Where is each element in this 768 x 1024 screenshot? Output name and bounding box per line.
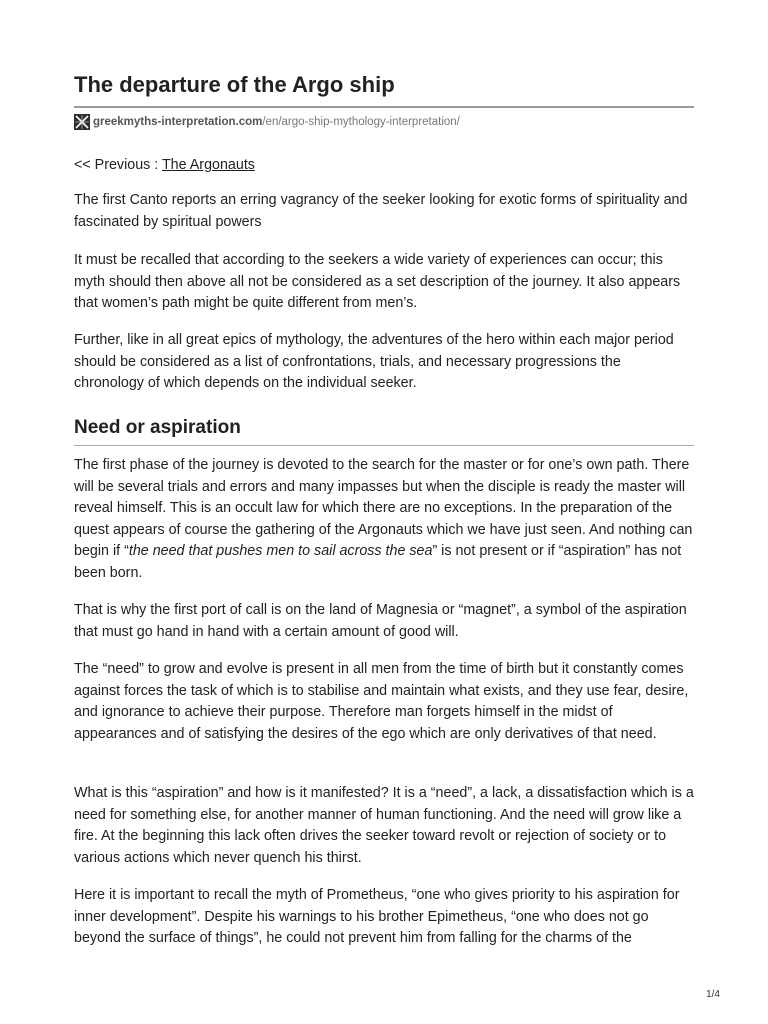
paragraph-text: Further, like in all great epics of mythology, the adventures of the hero within each major period should be considered as a list of confrontations, trials, and necessary progressions the chronology of which depends on the individual seeker. — [74, 332, 674, 391]
source-path[interactable]: /en/argo-ship-mythology-interpretation/ — [262, 116, 460, 128]
paragraph-text: The first Canto reports an erring vagrancy of the seeker looking for exotic forms of spirituality and fascinated by spiritual powers — [74, 192, 688, 230]
quoted-phrase: the need that pushes men to sail across the sea — [128, 543, 433, 559]
section-paragraph-4 — [74, 783, 694, 869]
paragraph-text-end: ” is not present or if “aspiration” has not been born. — [74, 543, 682, 581]
intro-paragraph-1 — [74, 190, 694, 233]
page-number: 1/4 — [706, 989, 720, 1000]
previous-prefix: << Previous : — [74, 157, 162, 173]
section-paragraph-2 — [74, 600, 694, 643]
paragraph-text: That is why the first port of call is on the land of Magnesia or “magnet”, a symbol of the aspiration that must go hand in hand with a certain amount of good will. — [74, 602, 687, 640]
section-heading: Need or aspiration — [74, 415, 694, 446]
page-title: The departure of the Argo ship — [74, 70, 694, 108]
intro-paragraph-2 — [74, 250, 694, 315]
site-favicon-icon — [74, 114, 90, 130]
paragraph-text: The “need” to grow and evolve is present in all men from the time of birth but it constantly comes against forces the task of which is to stabilise and maintain what exists, and they use fear, desire, and ignorance to achieve their purpose. Therefore man forgets himself in the midst of appearances and of satisfying the desires of the ego which are only derivatives of that need. — [74, 661, 689, 742]
section-paragraph-5 — [74, 885, 694, 950]
previous-nav — [74, 154, 255, 176]
paragraph-text: It must be recalled that according to the seekers a wide variety of experiences can occur; this myth should then above all not be considered as a set description of the journey. It also appears that women’s path might be quite different from men’s. — [74, 252, 681, 311]
intro-paragraph-3 — [74, 330, 694, 395]
paragraph-text: Here it is important to recall the myth of Prometheus, “one who gives priority to his aspiration for inner development”. Despite his warnings to his brother Epimetheus, “one who does not go beyond the surface of things”, he could not prevent him from falling for the charms of the — [74, 887, 680, 946]
previous-link[interactable]: The Argonauts — [161, 157, 255, 173]
section-paragraph-1 — [74, 455, 694, 584]
source-line — [74, 113, 460, 131]
section-paragraph-3 — [74, 659, 694, 745]
paragraph-text — [74, 455, 694, 584]
paragraph-text: What is this “aspiration” and how is it manifested? It is a “need”, a lack, a dissatisfaction which is a need for something else, for another manner of human functioning. And the need will grow like a fire. At the beginning this lack often drives the seeker toward revolt or rejection of society or to various actions which never quench his thirst. — [74, 785, 694, 866]
source-domain[interactable]: greekmyths-interpretation.com — [93, 116, 263, 128]
paragraph-text-start: The first phase of the journey is devoted to the search for the master or for one’s own path. There will be several trials and errors and many impasses but when the disciple is ready the master will reveal himself. This is an occult law for which there are no exceptions. In the preparation of the quest appears of course the gathering of the Argonauts which we have just seen. And nothing can begin if “ — [74, 457, 693, 559]
